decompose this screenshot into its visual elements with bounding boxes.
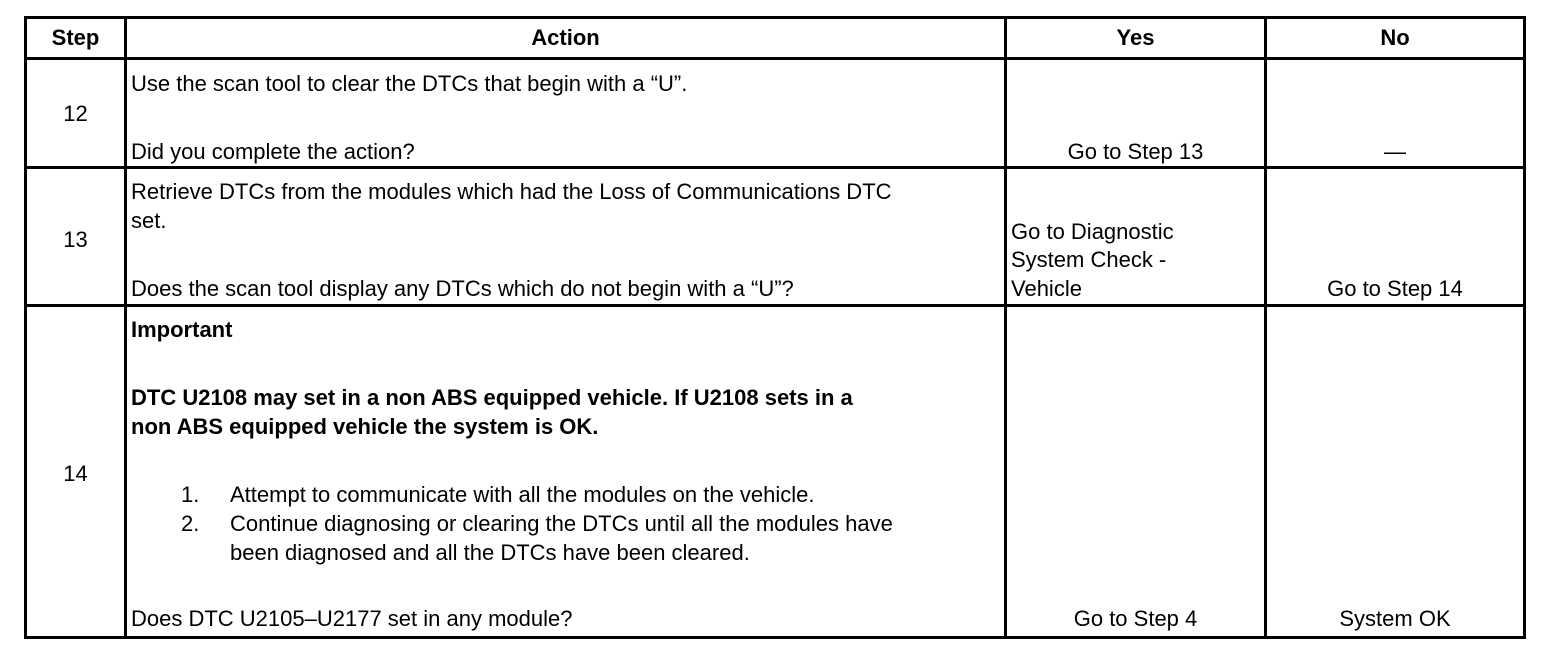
row-divider xyxy=(27,57,1523,60)
question-text: Did you complete the action? xyxy=(131,139,415,164)
header-yes: Yes xyxy=(1116,25,1155,50)
list-item: Continue diagnosing or clearing the DTCs until all the modules have xyxy=(230,511,893,536)
yes-result: System Check - xyxy=(1011,247,1167,272)
question-text: Does DTC U2105–U2177 set in any module? xyxy=(131,606,573,631)
action-text: set. xyxy=(131,208,167,233)
question-text: Does the scan tool display any DTCs which do not begin with a “U”? xyxy=(131,276,794,301)
list-number: 2. xyxy=(181,511,200,536)
list-number: 1. xyxy=(181,482,200,507)
important-label: Important xyxy=(131,317,233,342)
yes-result: Go to Step 13 xyxy=(1067,139,1204,164)
step-number: 14 xyxy=(63,461,88,486)
header-no: No xyxy=(1380,25,1410,50)
yes-result: Vehicle xyxy=(1011,276,1082,301)
list-item: been diagnosed and all the DTCs have been cleared. xyxy=(230,540,750,565)
action-text: Use the scan tool to clear the DTCs that begin with a “U”. xyxy=(131,71,688,96)
no-result: — xyxy=(1384,139,1406,164)
list-item: Attempt to communicate with all the modules on the vehicle. xyxy=(230,482,815,507)
row-divider xyxy=(27,304,1523,307)
important-note: DTC U2108 may set in a non ABS equipped vehicle. If U2108 sets in a xyxy=(131,385,853,410)
important-note: non ABS equipped vehicle the system is OK. xyxy=(131,414,599,439)
header-action: Action xyxy=(531,25,600,50)
no-result: Go to Step 14 xyxy=(1327,276,1463,301)
yes-result: Go to Diagnostic xyxy=(1011,219,1174,244)
yes-result: Go to Step 4 xyxy=(1073,606,1198,631)
step-number: 12 xyxy=(63,101,88,126)
action-text: Retrieve DTCs from the modules which had the Loss of Communications DTC xyxy=(131,179,892,204)
column-divider xyxy=(1004,19,1007,636)
row-divider xyxy=(27,166,1523,169)
no-result: System OK xyxy=(1339,606,1451,631)
step-number: 13 xyxy=(63,227,88,252)
column-divider xyxy=(124,19,127,636)
diagnostic-table xyxy=(24,16,1526,639)
column-divider xyxy=(1264,19,1267,636)
header-step: Step xyxy=(51,25,100,50)
